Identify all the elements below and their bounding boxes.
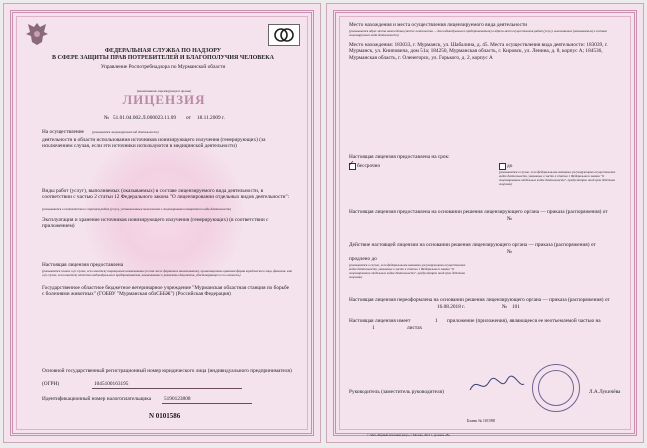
extension-label: Действие настоящей лицензии на основании решения лицензирующего органа — приказа (распоряжения) от [349,242,596,248]
reissue-date: 16.08.2018 г. [437,304,466,310]
decision-number-prefix: № [507,216,513,222]
rospotrebnadzor-logo-icon [268,24,300,46]
activity-text: деятельности в области использования источников ионизирующего излучения (генерирующих) (за исключением случая, если эти источники используются в медицинской деятельности) [42,137,266,150]
term-label: Настоящая лицензия предоставлена на срок: [349,154,450,160]
serial-number: N 0101586 [149,412,181,420]
ogrn-underline [92,388,242,389]
reissue-label: Настоящая лицензия переоформлена на основании решения лицензирующего органа — приказа (распоряжения) от [349,297,610,303]
license-back-page [326,3,644,443]
blank-number: Бланк № 101588 [467,418,495,423]
ogrn-abbr: (ОГРН) [42,381,60,387]
inn-underline [162,403,252,404]
extension-number-prefix: № [507,249,513,255]
extended-until-label: продлено до [349,256,377,262]
license-number-prefix: № [104,115,110,121]
ogrn-label: Основной государственный регистрационный номер юридического лица (индивидуального предпринимателя) [42,368,292,374]
license-front-page [3,3,321,443]
issuing-body-label: (наименование лицензирующего органа) [136,89,192,93]
annex-text: приложение (приложения), являющееся ее неотъемлемой частью на [447,318,601,324]
annex-count: 1 [435,318,438,324]
works-text: Эксплуатация и хранение источников ионизирующего излучения (генерирующих) (в соответствии с приложением) [42,217,269,230]
granted-note: (указывается полное и (в случае, если имеется) сокращенное наименование (в том числе фирменное наименование), организационно-правовая форма юридического лица, фамилия, имя и (в случае, если имеется) отчество индивидуального предпринимателя, наименование и реквизиты документа, удостоверяющего его личность) [42,269,292,277]
location-note: (указываются адрес места нахождения (место жительства — для индивидуального предпринимателя) и адреса мест осуществления работ (услуг), выполняемых (оказываемых) в составе лицензируемого вида деятельности) [349,29,608,37]
activity-note: (указывается лицензируемый вид деятельности) [92,130,159,134]
guilloche-inner-border [339,16,631,430]
license-date-prefix: от [186,115,191,121]
printer-footer: © ЗАО «Первый печатный двор», г. Москва, 2012 г., уровень «В» [367,433,450,437]
annex-sheets-word: листах [407,325,423,331]
agency-subtitle: Управление Роспотребнадзора по Мурманской области [100,64,226,70]
signature-mark [467,374,527,396]
activity-label: На осуществление [42,129,84,135]
annex-sheets: 1 [372,325,375,331]
inn-value: 5190123808 [164,396,191,402]
head-name: Л.А.Лукичёва [589,389,621,395]
head-label: Руководитель (заместитель руководителя) [349,389,444,395]
location-label: Место нахождения и места осуществления лицензируемого вида деятельности [349,22,528,28]
term-note: (указывается в случае, если федеральными законами, регулирующими осуществление видов деятельности, указанных в части 4 статьи 1 Федерального закона "О лицензировании отдельных видов деятельности", предусмотрен иной срок действия лицензии) [499,170,616,186]
term-check-mark: ✓ [349,161,355,167]
license-number: 51.01.04.002.Л.000023.11.09 [113,115,176,121]
term-until-label: до [507,163,513,169]
ogrn-value: 1045100163195 [94,381,129,387]
document-title: ЛИЦЕНЗИЯ [122,92,206,107]
location-address: Место нахождения: 183033, г. Мурманск, ул. Шабалина, д. 45. Места осуществления вида деятельности: 183039, г. Мурманск, ул. Книповича, дом 51а; 184250, Мурманская область, г. Кировск, ул. Ленина, д. 8, корпус А; 184536, Мурманская область, г. Оленегорск, ул. Горького, д. 2, корпус А [349,42,608,61]
works-note: (указываются в соответствии с перечнем работ (услуг), установленным положением о лицензировании конкретного вида деятельности) [42,207,232,211]
term-indefinite-label: бессрочно [357,163,381,169]
works-label: Виды работ (услуг), выполняемых (оказываемых) в составе лицензируемого вида деятельности, в соответствии с частью 2 статьи 12 Федерального закона "О лицензировании отдельных видов деятельности": [42,188,290,201]
licensee-name: Государственное областное бюджетное ветеринарное учреждение "Мурманская областная станция по борьбе с болезнями животных" (ГОБВУ "Мурманская облСББЖ") (Российская Федерация) [42,285,290,298]
granted-label: Настоящая лицензия предоставлена [42,262,124,268]
decision-label: Настоящая лицензия предоставлена на основании решения лицензирующего органа — приказа (распоряжения) от [349,209,608,215]
inn-label: Идентификационный номер налогоплательщика [42,396,152,402]
reissue-number-prefix: № [502,304,508,310]
official-seal-stamp [532,364,580,412]
license-date: 18.11.2009 г. [197,115,225,121]
annex-label: Настоящая лицензия имеет [349,318,411,324]
agency-title: ФЕДЕРАЛЬНАЯ СЛУЖБА ПО НАДЗОРУ В СФЕРЕ ЗАЩИТЫ ПРАВ ПОТРЕБИТЕЛЕЙ И БЛАГОПОЛУЧИЯ ЧЕЛОВЕКА [52,48,274,61]
reissue-number: 101 [512,304,520,310]
russian-eagle-emblem-icon [22,20,52,48]
extension-note: (указывается в случае, если федеральными законами, регулирующими осуществление видов деятельности, указанных в части 4 статьи 1 Федерального закона "О лицензировании отдельных видов деятельности", предусмотрен иной срок действия лицензии) [349,263,466,279]
term-until-checkbox [499,163,506,170]
